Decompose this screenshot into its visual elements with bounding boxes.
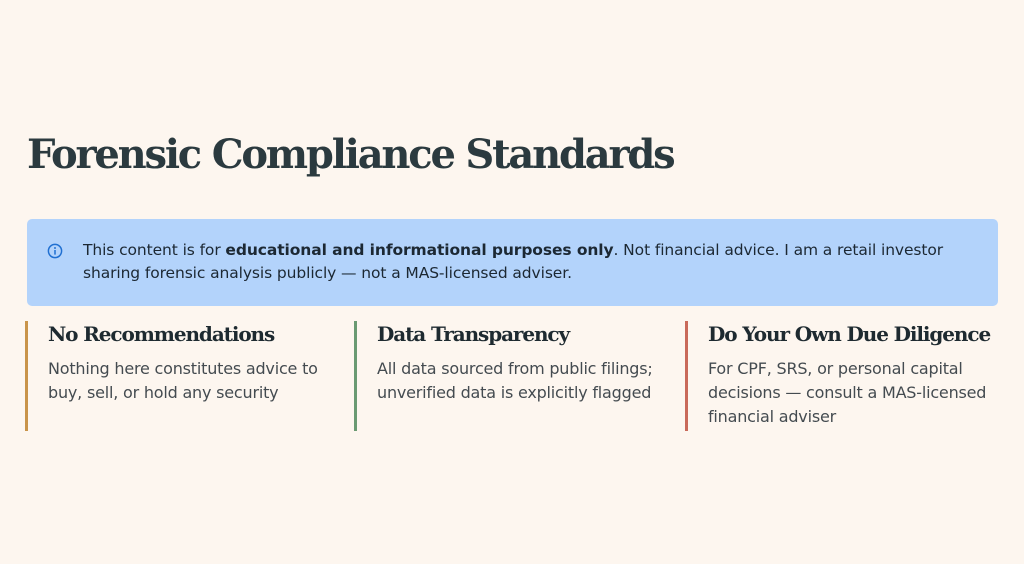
card-title: Data Transparency <box>377 322 570 346</box>
notice-text-emphasis: educational and informational purposes only <box>225 241 614 259</box>
info-icon <box>47 243 63 259</box>
card-no-recommendations <box>25 321 345 431</box>
notice-text-tail: . Not financial advice. I am a retail investor sharing forensic analysis publicly — not a MAS-licensed adviser. <box>83 241 944 282</box>
card-due-diligence <box>685 321 1005 431</box>
notice-text <box>83 239 958 285</box>
card-data-transparency <box>354 321 674 431</box>
card-title: Do Your Own Due Diligence <box>708 322 991 346</box>
notice-text-lead: This content is for <box>83 241 226 259</box>
card-body: Nothing here constitutes advice to buy, sell, or hold any security <box>48 359 318 402</box>
disclaimer-notice <box>27 219 998 306</box>
card-title: No Recommendations <box>48 322 275 346</box>
page-title: Forensic Compliance Standards <box>27 131 674 178</box>
card-body: For CPF, SRS, or personal capital decisions — consult a MAS-licensed financial adviser <box>708 359 987 426</box>
card-body: All data sourced from public filings; unverified data is explicitly flagged <box>377 359 653 402</box>
